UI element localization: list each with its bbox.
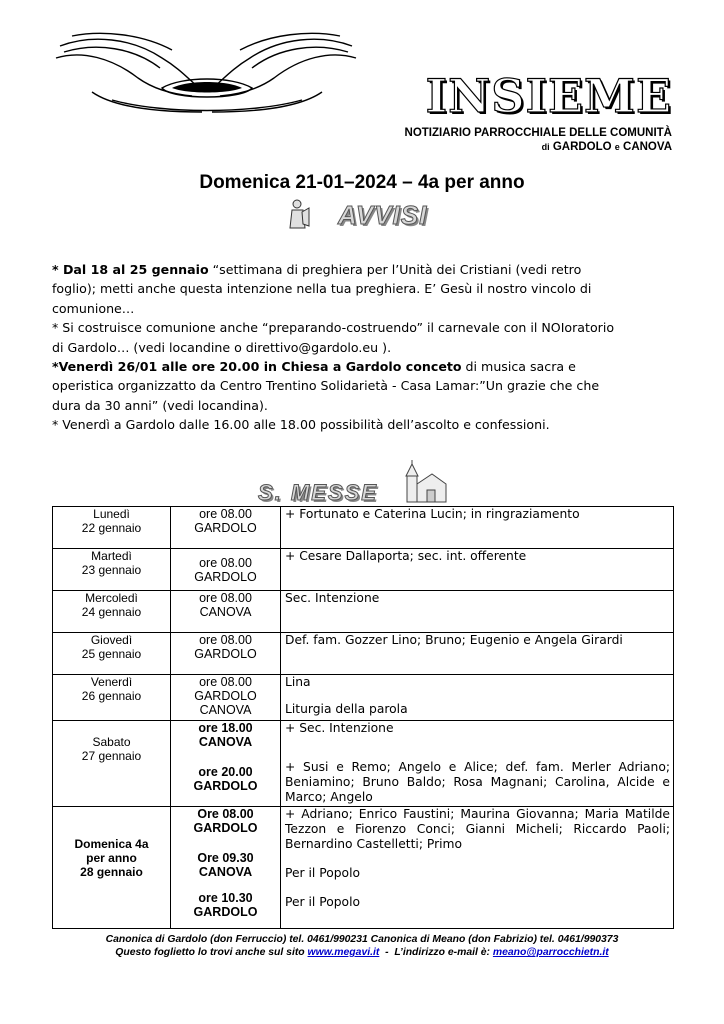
mass-time-3: ore 10.30 (198, 891, 253, 905)
time-cell (171, 633, 281, 675)
messe-heading: S. MESSE (258, 480, 378, 505)
day-cell (53, 591, 171, 633)
masthead-e: e (614, 142, 620, 152)
mass-place: GARDOLO (194, 689, 257, 703)
day-date: 23 gennaio (81, 563, 142, 577)
day-date: 25 gennaio (81, 647, 142, 661)
masthead-di: di (541, 142, 550, 152)
day-cell (53, 807, 171, 929)
mass-intention: Sec. Intenzione (285, 591, 380, 605)
mass-intention: + Cesare Dallaporta; sec. int. offerente (285, 549, 527, 563)
day-date: 27 gennaio (81, 749, 142, 763)
day-name: Mercoledì (85, 591, 138, 605)
intention-cell (281, 807, 674, 929)
announcement-figure-icon (288, 198, 310, 234)
mass-time-2: ore 20.00 (198, 765, 253, 779)
masthead-subtitle: NOTIZIARIO PARROCCHIALE DELLE COMUNITÀ (404, 127, 672, 139)
day-name: Martedì (91, 549, 132, 563)
mass-intention: + Fortunato e Caterina Lucin; in ringraziamento (285, 507, 580, 521)
notice-1-bold: * Dal 18 al 25 gennaio (52, 262, 209, 277)
day-cell (53, 721, 171, 807)
avvisi-heading: AVVISI (338, 200, 428, 230)
footer-site-label: Questo foglietto lo trovi anche sul sito (115, 947, 308, 958)
time-cell (171, 549, 281, 591)
day-name-2: per anno (86, 851, 137, 865)
table-row-tuesday (53, 549, 674, 591)
day-name: Venerdì (90, 675, 133, 689)
day-cell (53, 675, 171, 721)
mass-place: GARDOLO (194, 647, 257, 661)
church-icon (398, 460, 448, 506)
notice-3-bold: *Venerdì 26/01 alle ore 20.00 in Chiesa a Gardolo conceto (52, 359, 462, 375)
table-row-wednesday (53, 591, 674, 633)
day-date: 26 gennaio (81, 689, 142, 703)
day-name: Lunedì (93, 507, 130, 521)
mass-place: CANOVA (199, 605, 252, 619)
mass-place-2: CANOVA (199, 703, 252, 717)
mass-intention-1: + Adriano; Enrico Faustini; Maurina Giovanna; Maria Matilde Tezzon e Fiorenzo Conci; Gianni Micheli; Riccardo Paoli; Bernardino Castelletti; Primo (285, 807, 670, 851)
day-name: Giovedì (90, 633, 133, 647)
mass-time: ore 08.00 (199, 633, 252, 647)
mass-time: ore 08.00 (199, 507, 252, 521)
mass-time: ore 08.00 (199, 675, 252, 689)
intention-cell (281, 633, 674, 675)
mass-place-1: CANOVA (198, 735, 253, 749)
email-link[interactable]: meano@parrocchietn.it (492, 947, 609, 958)
intention-cell (281, 507, 674, 549)
mass-intention-1: + Sec. Intenzione (285, 721, 394, 735)
mass-intention-3: Per il Popolo (285, 895, 361, 909)
mass-intention-2: Per il Popolo (285, 866, 361, 880)
hands-bread-illustration (52, 28, 362, 116)
table-row-saturday (53, 721, 674, 807)
mass-time-1: Ore 08.00 (197, 807, 254, 821)
footer-links (0, 947, 724, 958)
masthead-gardolo: GARDOLO (552, 141, 612, 153)
mass-schedule-table (52, 506, 674, 929)
notice-3 (52, 357, 622, 415)
mass-time-2: Ore 09.30 (197, 851, 254, 865)
masthead-communities (542, 141, 672, 153)
mass-place: GARDOLO (194, 521, 257, 535)
mass-place: GARDOLO (194, 570, 257, 584)
day-name: Sabato (92, 735, 131, 749)
mass-time: ore 08.00 (199, 591, 252, 605)
intention-cell (281, 591, 674, 633)
intention-cell (281, 675, 674, 721)
day-cell (53, 549, 171, 591)
mass-place-2: CANOVA (198, 865, 253, 879)
time-cell (171, 807, 281, 929)
footer-contacts: Canonica di Gardolo (don Ferruccio) tel. 0461/990231 Canonica di Meano (don Fabrizio) tel. 0461/990373 (105, 934, 619, 945)
notices-block (52, 260, 622, 435)
time-cell (171, 507, 281, 549)
mass-intention-2: Liturgia della parola (285, 702, 408, 716)
table-row-thursday (53, 633, 674, 675)
mass-place-2: GARDOLO (193, 779, 258, 793)
day-date: 28 gennaio (80, 865, 143, 879)
masthead-title: INSIEME (425, 69, 672, 123)
notice-2: * Si costruisce comunione anche “preparando-costruendo” il carnevale con il NOIoratorio di Gardolo… (vedi locandine o direttivo@gardolo.eu ). (52, 320, 615, 355)
masthead-canova: CANOVA (623, 141, 672, 153)
day-name: Domenica 4a (74, 837, 149, 851)
intention-cell (281, 721, 674, 807)
day-cell (53, 507, 171, 549)
mass-place-1: GARDOLO (193, 821, 258, 835)
table-row-sunday (53, 807, 674, 929)
day-cell (53, 633, 171, 675)
time-cell (171, 675, 281, 721)
mass-intention: Lina (285, 675, 311, 689)
notice-4: * Venerdì a Gardolo dalle 16.00 alle 18.00 possibilità dell’ascolto e confessioni. (52, 417, 550, 433)
day-date: 22 gennaio (81, 521, 142, 535)
time-cell (171, 721, 281, 807)
notice-3-text: di musica sacra e operistica organizzatto da Centro Trentino Solidarietà - Casa Lamar:”Un grazie che che dura da 30 anni” (vedi locandina). (52, 359, 600, 413)
notice-1 (52, 260, 622, 318)
mass-time: ore 08.00 (199, 556, 252, 570)
time-cell (171, 591, 281, 633)
table-row-friday (53, 675, 674, 721)
mass-intention: Def. fam. Gozzer Lino; Bruno; Eugenio e Angela Girardi (285, 633, 623, 647)
day-date: 24 gennaio (81, 605, 142, 619)
website-link[interactable]: www.megavi.it (307, 947, 380, 958)
footer-email-label: - L’indirizzo e-mail è: (379, 947, 493, 958)
notice-1-text: “settimana di preghiera per l’Unità dei Cristiani (vedi retro foglio); metti anche questa intenzione nella tua preghiera. E’ Gesù il nostro vincolo di comunione… (52, 262, 592, 316)
mass-place-3: GARDOLO (193, 905, 258, 919)
mass-time-1: ore 18.00 (198, 721, 253, 735)
mass-intention-2: + Susi e Remo; Angelo e Alice; def. fam. Merler Adriano; Beniamino; Bruno Baldo; Rosa Magnani; Carolina, Alcide e Marco; Angelo (285, 760, 670, 804)
table-row-monday (53, 507, 674, 549)
intention-cell (281, 549, 674, 591)
page-title: Domenica 21-01–2024 – 4a per anno (199, 172, 525, 193)
